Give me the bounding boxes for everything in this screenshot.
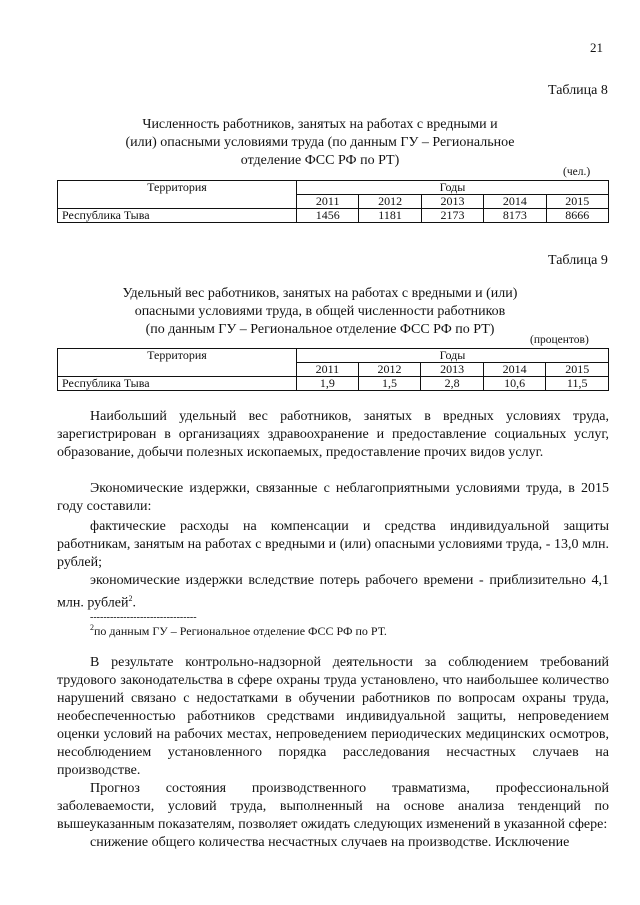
value-cell: 1,5 — [358, 377, 421, 391]
paragraph-text: Экономические издержки, связанные с неблагоприятными условиями труда, в 2015 году составили: — [57, 481, 609, 514]
table-header-row — [58, 349, 609, 363]
table8-caption-line: Численность работников, занятых на работах с вредными и — [142, 117, 498, 132]
value-cell: 8173 — [484, 209, 546, 223]
value-cell: 1,9 — [297, 377, 359, 391]
table9-caption-line: (по данным ГУ – Региональное отделение ФСС РФ по РТ) — [145, 322, 495, 337]
table8-label: Таблица 8 — [548, 83, 608, 98]
paragraph-text: экономические издержки вследствие потерь рабочего времени - приблизительно 4,1 млн. рублей — [57, 573, 609, 611]
page-number: 21 — [590, 40, 603, 55]
footnote-number: 2 — [90, 623, 94, 632]
table8 — [57, 180, 609, 223]
paragraph — [57, 480, 609, 516]
paragraph — [57, 654, 609, 780]
year-cell: 2015 — [546, 195, 608, 209]
value-cell: 1181 — [359, 209, 421, 223]
paragraph — [57, 572, 609, 613]
table9-unit: (процентов) — [530, 334, 589, 346]
paragraph-text: Прогноз состояния производственного травматизма, профессиональной заболеваемости, условий труда, выполненный на основе анализа тенденций по вышеуказанным показателям, позволяет ожидать следующих изменений в указанной сфере: — [57, 781, 609, 832]
table8-caption-line: (или) опасными условиями труда (по данным ГУ – Региональное — [125, 135, 515, 150]
year-cell: 2014 — [484, 195, 546, 209]
row-label: Республика Тыва — [58, 209, 297, 223]
year-cell: 2012 — [358, 363, 421, 377]
value-cell: 8666 — [546, 209, 608, 223]
table-row — [58, 377, 609, 391]
paragraph-footnoted — [57, 572, 609, 613]
table8-caption — [90, 116, 550, 170]
year-cell: 2011 — [297, 363, 359, 377]
table9-caption-line: Удельный вес работников, занятых на работах с вредными и (или) — [122, 286, 518, 301]
year-cell: 2014 — [483, 363, 546, 377]
paragraph — [57, 518, 609, 572]
footnote — [90, 623, 387, 639]
year-cell: 2015 — [546, 363, 609, 377]
value-cell: 2,8 — [421, 377, 484, 391]
year-cell: 2011 — [297, 195, 359, 209]
value-cell: 11,5 — [546, 377, 609, 391]
paragraph — [57, 408, 609, 462]
table-row — [58, 209, 609, 223]
table9 — [57, 348, 609, 391]
value-cell: 10,6 — [483, 377, 546, 391]
footnote-ref: 2 — [128, 594, 133, 603]
paragraph — [57, 780, 609, 834]
paragraph-text: снижение общего количества несчастных случаев на производстве. Исключение — [90, 835, 570, 850]
table9-caption — [90, 285, 550, 339]
table9-label: Таблица 9 — [548, 253, 608, 268]
paragraph-end: . — [132, 595, 136, 611]
paragraph-text: В результате контрольно-надзорной деятельности за соблюдением требований трудового законодательства в сфере охраны труда установлено, что наибольшее количество нарушений связано с недостатками в обучении работников по вопросам охраны труда, необеспеченностью работников средствами индивидуальной защиты, непроведением оценки условий на рабочих местах, непроведением периодических медицинских осмотров, несоблюдением установленного порядка расследования несчастных случаев на производстве. — [57, 655, 609, 778]
table-header-row — [58, 181, 609, 195]
header-territory: Территория — [58, 349, 297, 377]
table9-caption-line: опасными условиями труда, в общей численности работников — [134, 304, 506, 319]
year-cell: 2013 — [421, 363, 484, 377]
header-years: Годы — [297, 349, 609, 363]
footnote-text: по данным ГУ – Региональное отделение ФСС РФ по РТ. — [94, 624, 387, 638]
paragraph-text: Наибольший удельный вес работников, занятых в вредных условиях труда, зарегистрирован в организациях здравоохранение и предоставление социальных услуг, образование, добычи полезных ископаемых, предоставление прочих видов услуг. — [57, 409, 609, 460]
value-cell: 2173 — [421, 209, 483, 223]
header-years: Годы — [297, 181, 609, 195]
year-cell: 2012 — [359, 195, 421, 209]
table8-caption-line: отделение ФСС РФ по РТ) — [240, 153, 400, 168]
table8-unit: (чел.) — [563, 166, 591, 178]
footnote-separator: -------------------------------- — [90, 612, 197, 623]
value-cell: 1456 — [297, 209, 359, 223]
paragraph — [57, 834, 609, 852]
header-territory: Территория — [58, 181, 297, 209]
paragraph-text: фактические расходы на компенсации и средства индивидуальной защиты работникам, занятым на работах с вредными и (или) опасными условиями труда, - 13,0 млн. рублей; — [57, 519, 609, 570]
year-cell: 2013 — [421, 195, 483, 209]
row-label: Республика Тыва — [58, 377, 297, 391]
